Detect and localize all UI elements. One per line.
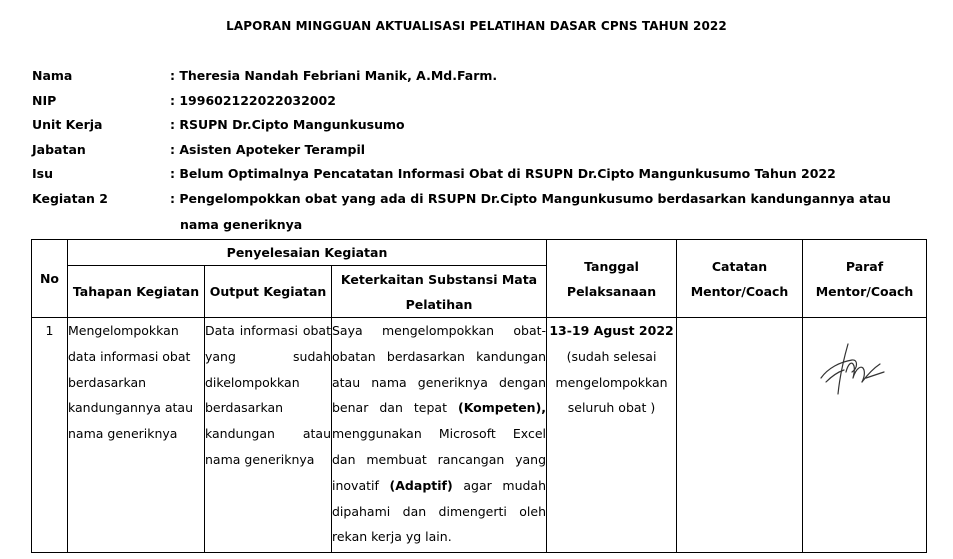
kegiatan-text-cont: nama generiknya [180,216,303,232]
info-value: : Theresia Nandah Febriani Manik, A.Md.Farm. [170,68,498,83]
header-no: No [32,240,68,318]
cell-catatan [677,318,803,553]
cell-keterkaitan [332,318,547,553]
info-kegiatan [32,189,932,237]
identity-section [32,66,932,237]
info-label: NIP [32,92,57,108]
info-label: Unit Kerja [32,117,103,132]
header-keterkaitan: Keterkaitan Substansi Mata Pelatihan [332,266,547,318]
info-value [170,189,930,235]
info-label: Jabatan [32,141,86,157]
cell-tanggal [547,318,677,553]
header-output: Output Kegiatan [205,266,332,318]
header-catatan: Catatan Mentor/Coach [677,240,803,318]
header-penyelesaian: Penyelesaian Kegiatan [68,240,547,266]
info-nama [32,66,932,91]
keterkaitan-text: agar mudah dipahami dan dimengerti oleh rekan kerja yg lain. [332,477,547,545]
kegiatan-text: : Pengelompokkan obat yang ada di RSUPN Dr.Cipto Mangunkusumo berdasarkan kandungannya atau [170,190,891,206]
cell-output: Data informasi obat yang sudah dikelompokkan berdasarkan kandungan atau nama generiknya [205,318,332,553]
keterkaitan-bold: (Adaptif) [389,477,453,493]
info-value: : RSUPN Dr.Cipto Mangunkusumo [170,117,405,132]
cell-no: 1 [32,318,68,553]
info-isu [32,164,932,189]
info-value: : Belum Optimalnya Pencatatan Informasi Obat di RSUPN Dr.Cipto Mangunkusumo Tahun 2022 [170,166,836,181]
cell-tahapan: Mengelompokkan data informasi obat berdasarkan kandungannya atau nama generiknya [68,318,205,553]
info-label: Isu [32,166,53,181]
info-label: Kegiatan 2 [32,190,108,206]
signature-icon [818,338,888,400]
table-header-row [32,240,927,266]
info-jabatan [32,140,932,165]
info-unit [32,115,932,140]
keterkaitan-text: menggunakan Microsoft Excel dan membuat rancangan yang inovatif [332,426,547,493]
header-paraf: Paraf Mentor/Coach [803,240,927,318]
tanggal-note: (sudah selesai mengelompokkan seluruh obat ) [555,348,668,416]
page-title: LAPORAN MINGGUAN AKTUALISASI PELATIHAN DASAR CPNS TAHUN 2022 [226,19,727,33]
info-value: : Asisten Apoteker Terampil [170,141,366,157]
header-tahapan: Tahapan Kegiatan [68,266,205,318]
keterkaitan-bold: (Kompeten), [458,400,547,416]
keterkaitan-text: Saya mengelompokkan obat-obatan berdasarkan kandungan atau nama generiknya dengan benar dan tepat [332,323,547,416]
info-label: Nama [32,68,73,83]
info-nip [32,91,932,116]
header-tanggal: Tanggal Pelaksanaan [547,240,677,318]
table-row [32,318,927,553]
activity-table [31,239,927,553]
info-value: : 199602122022032002 [170,92,336,108]
tanggal-date: 13-19 Agust 2022 [549,323,674,338]
